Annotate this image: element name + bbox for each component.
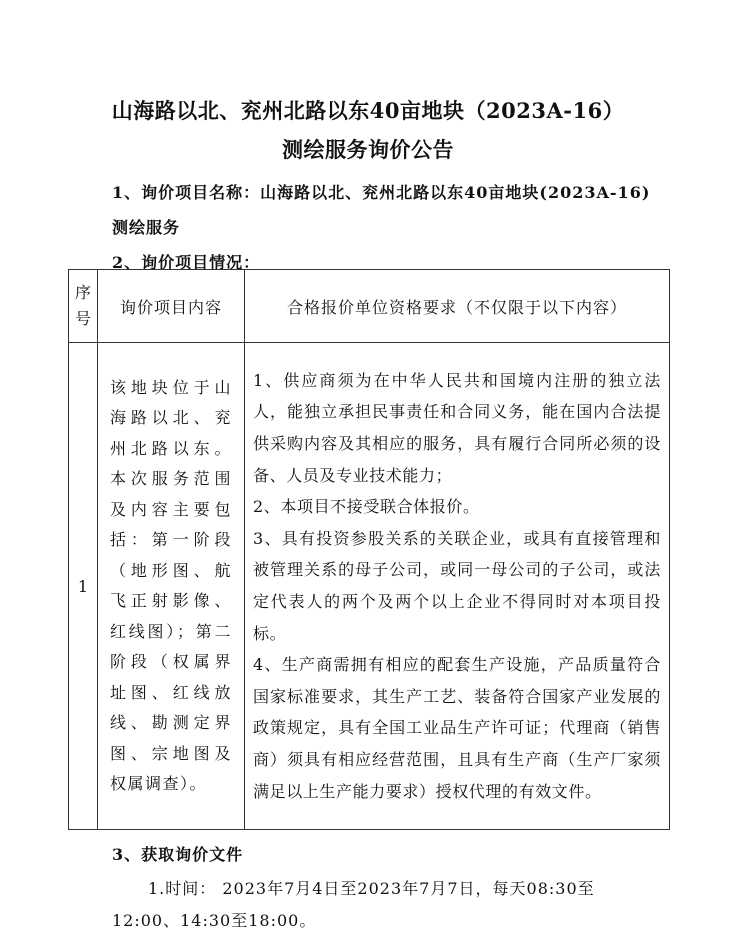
header-requirements: 合格报价单位资格要求（不仅限于以下内容） — [245, 270, 670, 343]
project-name-line1: 1、询价项目名称：山海路以北、兖州北路以东40亩地块(2023A-16) — [112, 183, 651, 202]
requirements-table — [68, 269, 670, 830]
table-row — [69, 343, 670, 830]
row-requirements — [245, 343, 670, 830]
section2-heading: 2、询价项目情况： — [112, 253, 261, 272]
document-title-line2: 测绘服务询价公告 — [282, 137, 454, 162]
row-no: 1 — [69, 343, 98, 830]
document-title-line1: 山海路以北、兖州北路以东40亩地块（2023A-16） — [111, 98, 625, 123]
header-content: 询价项目内容 — [98, 270, 245, 343]
requirement-item: 4、生产商需拥有相应的配套生产设施，产品质量符合国家标准要求，其生产工艺、装备符合国家产业发展的政策规定，具有全国工业品生产许可证；代理商（销售商）须具有相应经营范围，且具有生产商（生产厂家须满足以上生产能力要求）授权代理的有效文件。 — [253, 655, 661, 801]
requirement-item: 2、本项目不接受联合体报价。 — [253, 497, 480, 517]
section3-heading: 3、获取询价文件 — [112, 845, 244, 864]
time-line1: 1.时间： 2023年7月4日至2023年7月7日，每天08:30至 — [148, 879, 595, 898]
header-no: 序号 — [69, 270, 98, 343]
requirement-item: 1、供应商须为在中华人民共和国境内注册的独立法人，能独立承担民事责任和合同义务，能在国内合法提供采购内容及其相应的服务，具有履行合同所必须的设备、人员及专业技术能力； — [253, 370, 661, 485]
project-name-line2: 测绘服务 — [112, 218, 181, 237]
requirement-item: 3、具有投资参股关系的关联企业，或具有直接管理和被管理关系的母子公司，或同一母公司的子公司，或法定代表人的两个及两个以上企业不得同时对本项目投标。 — [253, 528, 661, 643]
time-line2: 12:00、14:30至18:00。 — [112, 911, 317, 930]
row-content: 该地块位于山海路以北、兖州北路以东。本次服务范围及内容主要包括：第一阶段（地形图、航飞正射影像、红线图）；第二阶段（权属界址图、红线放线、勘测定界图、宗地图及权属调查）。 — [98, 343, 245, 830]
table-header-row — [69, 270, 670, 343]
